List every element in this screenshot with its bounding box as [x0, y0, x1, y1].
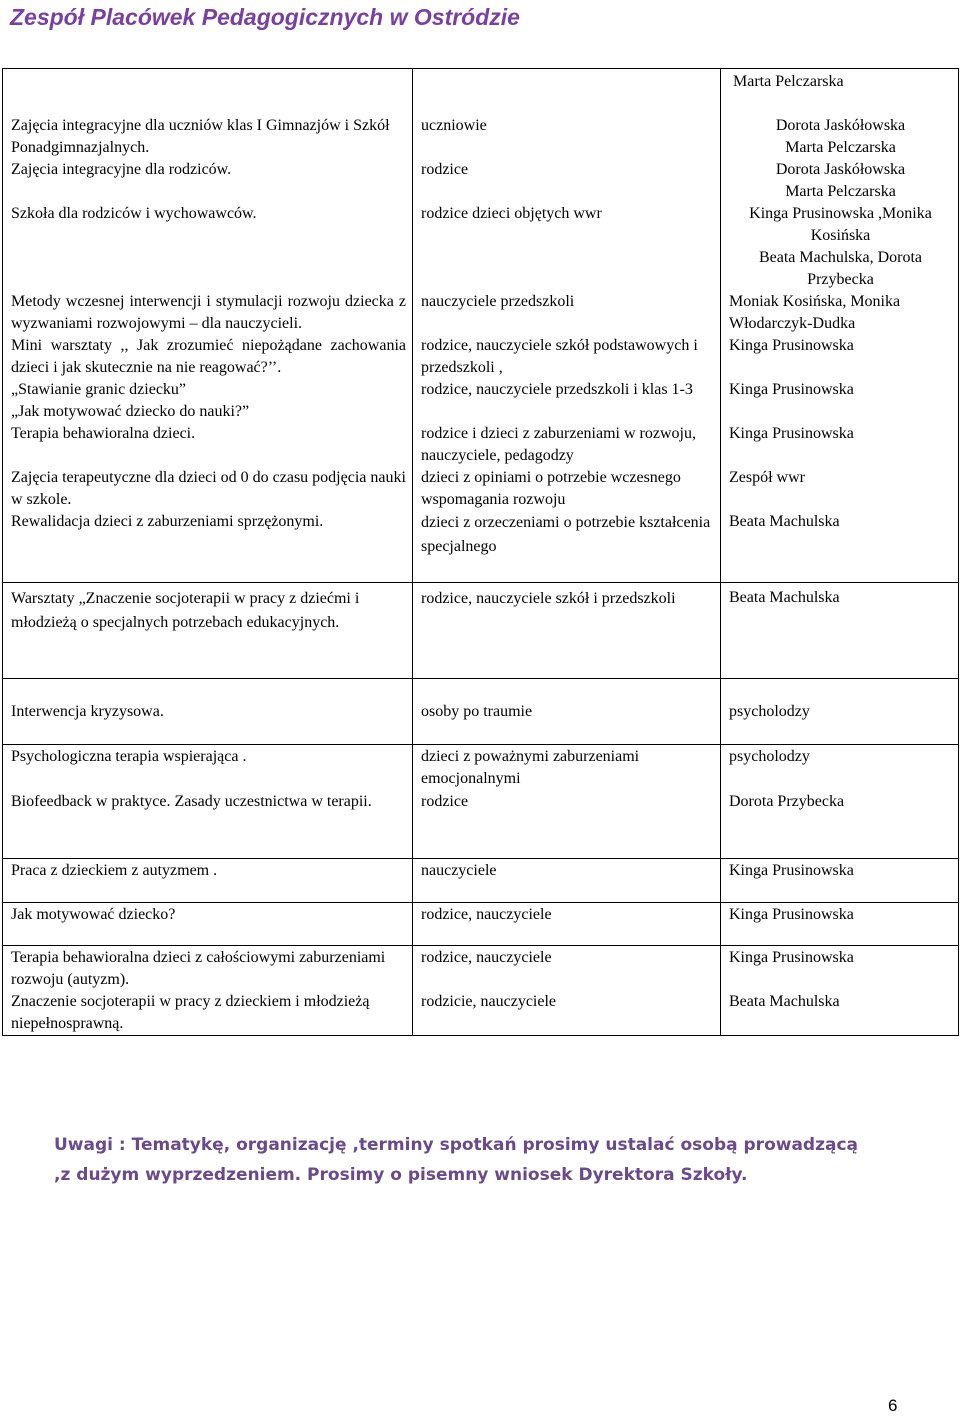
audience-cell: rodzice, nauczyciele szkół i przedszkoli: [413, 583, 721, 679]
table-row: [3, 790, 959, 858]
table-row: [3, 291, 959, 335]
activity-cell: Rewalidacja dzieci z zaburzeniami sprzężonymi.: [3, 511, 413, 583]
activity-cell: Biofeedback w praktyce. Zasady uczestnictwa w terapii.: [3, 790, 413, 858]
table-row: [3, 511, 959, 583]
audience-cell: rodzice: [413, 159, 721, 203]
table-row: [3, 203, 959, 291]
audience-cell: rodzicie, nauczyciele: [413, 991, 721, 1036]
audience-cell: nauczyciele: [413, 858, 721, 902]
audience-cell: rodzice, nauczyciele: [413, 902, 721, 945]
audience-cell: rodzice: [413, 790, 721, 858]
leader-cell: Dorota Przybecka: [721, 790, 959, 858]
activity-cell: Praca z dzieckiem z autyzmem .: [3, 858, 413, 902]
table-row: [3, 902, 959, 945]
audience-cell: [413, 69, 721, 115]
audience-cell: dzieci z poważnymi zaburzeniami emocjonalnymi: [413, 745, 721, 791]
leader-cell: psycholodzy: [721, 679, 959, 745]
audience-cell: nauczyciele przedszkoli: [413, 291, 721, 335]
leader-cell: Kinga Prusinowska: [721, 945, 959, 991]
activities-table: [2, 68, 959, 1036]
leader-cell: Kinga Prusinowska: [721, 858, 959, 902]
leader-cell: Beata Machulska: [721, 511, 959, 583]
leader-cell: Zespół wwr: [721, 467, 959, 511]
activity-cell: Mini warsztaty ,, Jak zrozumieć niepożądane zachowania dzieci i jak skutecznie na nie reagować?’’.: [3, 335, 413, 379]
audience-cell: rodzice, nauczyciele przedszkoli i klas 1-3: [413, 379, 721, 423]
table-row: [3, 858, 959, 902]
leader-cell: Moniak Kosińska, Monika Włodarczyk-Dudka: [721, 291, 959, 335]
audience-cell: dzieci z opiniami o potrzebie wczesnego wspomagania rozwoju: [413, 467, 721, 511]
activity-cell: Metody wczesnej interwencji i stymulacji rozwoju dziecka z wyzwaniami rozwojowymi – dla nauczycieli.: [3, 291, 413, 335]
leader-cell: Kinga Prusinowska: [721, 902, 959, 945]
table-row: [3, 115, 959, 159]
table-row: [3, 745, 959, 791]
activity-cell: „Stawianie granic dziecku” „Jak motywować dziecko do nauki?”: [3, 379, 413, 423]
audience-cell: osoby po traumie: [413, 679, 721, 745]
activity-cell: Interwencja kryzysowa.: [3, 679, 413, 745]
leader-cell: Dorota Jaskółowska Marta Pelczarska: [721, 159, 959, 203]
leader-cell: Kinga Prusinowska: [721, 423, 959, 467]
leader-cell: Kinga Prusinowska ,Monika Kosińska Beata Machulska, Dorota Przybecka: [721, 203, 959, 291]
page-title: Zespół Placówek Pedagogicznych w Ostródzie: [10, 4, 520, 30]
table-row: [3, 423, 959, 467]
table-row: [3, 945, 959, 991]
table-row: [3, 69, 959, 115]
remarks-note: Uwagi : Tematykę, organizację ,terminy spotkań prosimy ustalać osobą prowadzącą ,z dużym wyprzedzeniem. Prosimy o pisemny wniosek Dyrektora Szkoły.: [54, 1135, 859, 1185]
table-row: [3, 467, 959, 511]
activity-cell: [3, 69, 413, 115]
table-row: [3, 159, 959, 203]
table-row: [3, 679, 959, 745]
leader-cell: Beata Machulska: [721, 991, 959, 1036]
leader-cell: Beata Machulska: [721, 583, 959, 679]
leader-cell: Dorota Jaskółowska Marta Pelczarska: [721, 115, 959, 159]
activity-cell: Zajęcia integracyjne dla rodziców.: [3, 159, 413, 203]
activity-cell: Terapia behawioralna dzieci z całościowymi zaburzeniami rozwoju (autyzm).: [3, 945, 413, 991]
activity-cell: Znaczenie socjoterapii w pracy z dzieckiem i młodzieżą niepełnosprawną.: [3, 991, 413, 1036]
activity-cell: Zajęcia integracyjne dla uczniów klas I Gimnazjów i Szkół Ponadgimnazjalnych.: [3, 115, 413, 159]
table-row: [3, 991, 959, 1036]
table-row: [3, 379, 959, 423]
leader-cell: Kinga Prusinowska: [721, 379, 959, 423]
table-row: [3, 335, 959, 379]
activity-cell: Warsztaty „Znaczenie socjoterapii w pracy z dziećmi i młodzieżą o specjalnych potrzebach edukacyjnych.: [3, 583, 413, 679]
activity-cell: Jak motywować dziecko?: [3, 902, 413, 945]
audience-cell: rodzice i dzieci z zaburzeniami w rozwoju, nauczyciele, pedagodzy: [413, 423, 721, 467]
activity-cell: Psychologiczna terapia wspierająca .: [3, 745, 413, 791]
leader-cell: psycholodzy: [721, 745, 959, 791]
leader-cell: Marta Pelczarska: [721, 69, 959, 115]
activity-cell: Szkoła dla rodziców i wychowawców.: [3, 203, 413, 291]
audience-cell: uczniowie: [413, 115, 721, 159]
audience-cell: rodzice dzieci objętych wwr: [413, 203, 721, 291]
audience-cell: rodzice, nauczyciele: [413, 945, 721, 991]
page-number: 6: [888, 1396, 898, 1415]
audience-cell: rodzice, nauczyciele szkół podstawowych i przedszkoli ,: [413, 335, 721, 379]
activity-cell: Terapia behawioralna dzieci.: [3, 423, 413, 467]
audience-cell: dzieci z orzeczeniami o potrzebie kształcenia specjalnego: [413, 511, 721, 583]
leader-cell: Kinga Prusinowska: [721, 335, 959, 379]
activity-cell: Zajęcia terapeutyczne dla dzieci od 0 do czasu podjęcia nauki w szkole.: [3, 467, 413, 511]
table-row: [3, 583, 959, 679]
